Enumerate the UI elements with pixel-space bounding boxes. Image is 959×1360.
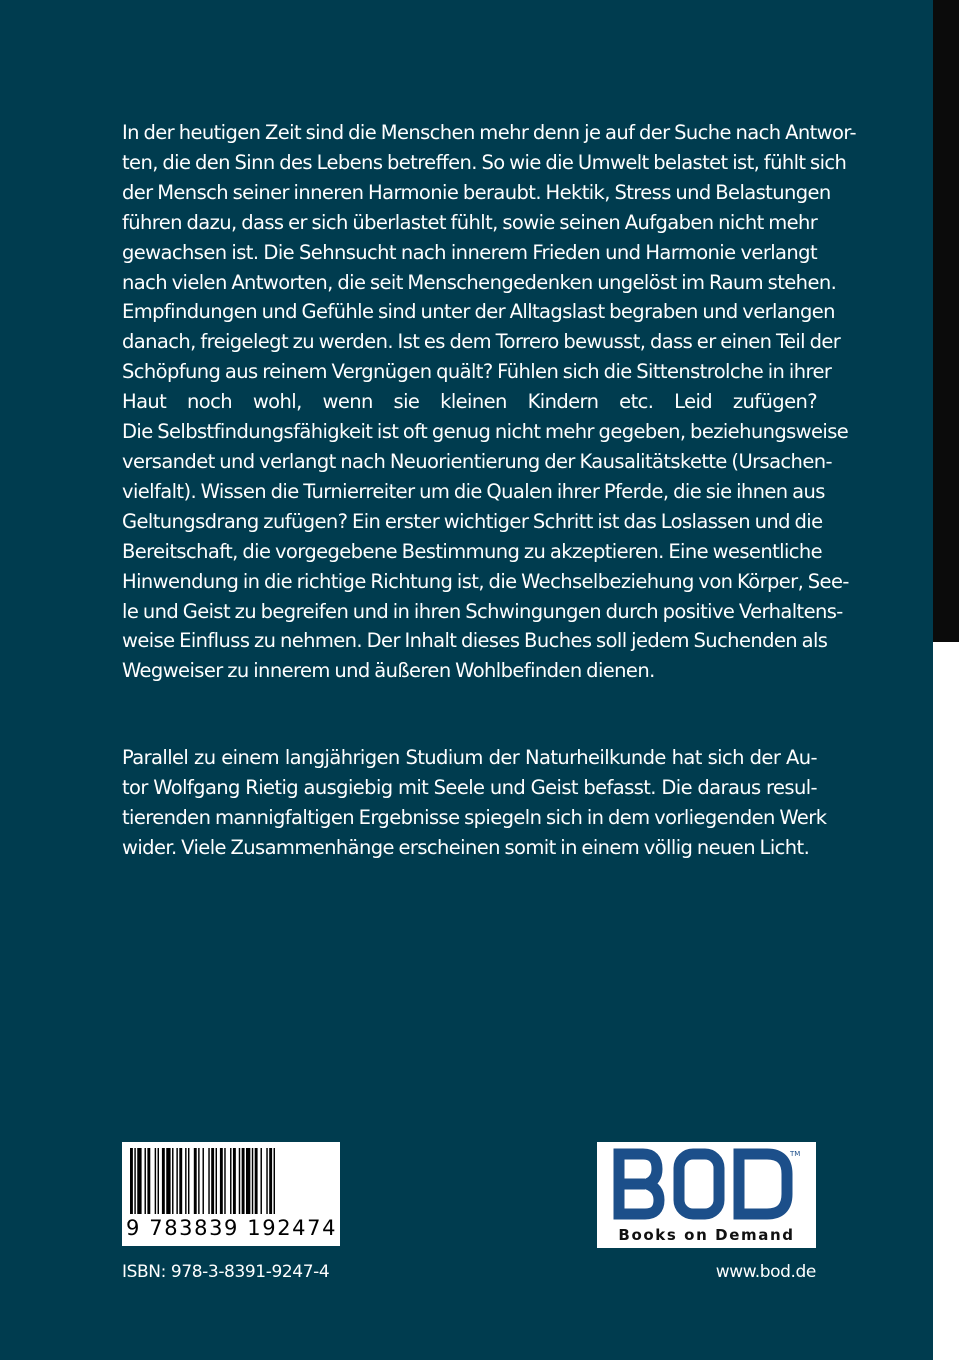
- barcode-bars: [128, 1148, 334, 1214]
- barcode-bar: [155, 1148, 156, 1214]
- author-description: [122, 743, 827, 863]
- text-line: In der heutigen Zeit sind die Menschen mehr denn je auf der Suche nach Antwor-: [122, 121, 856, 144]
- publisher-website: www.bod.de: [715, 1262, 816, 1282]
- book-description: [122, 118, 856, 686]
- barcode-bar: [134, 1148, 135, 1214]
- barcode-digits: 9 783839 192474: [126, 1216, 338, 1240]
- barcode-bar: [239, 1148, 240, 1214]
- barcode-bar: [233, 1148, 236, 1214]
- barcode-bar: [203, 1148, 204, 1214]
- text-line: Bereitschaft, die vorgegebene Bestimmung zu akzeptieren. Eine wesentliche: [122, 539, 823, 563]
- spine-strip: [933, 0, 959, 642]
- barcode-bar: [224, 1148, 225, 1214]
- text-line: führen dazu, dass er sich überlastet fühlt, sowie seinen Aufgaben nicht mehr: [122, 210, 818, 234]
- text-line: versandet und verlangt nach Neuorientierung der Kausalitätskette (Ursachen-: [122, 449, 832, 473]
- text-line: vielfalt). Wissen die Turnierreiter um die Qualen ihrer Pferde, die sie ihnen aus: [122, 479, 825, 503]
- text-line: le und Geist zu begreifen und in ihren Schwingungen durch positive Verhaltens-: [122, 599, 843, 623]
- trademark-symbol: TM: [790, 1150, 801, 1158]
- text-line: Die Selbstfindungsfähigkeit ist oft genug nicht mehr gegeben, beziehungsweise: [122, 420, 849, 444]
- isbn-number: ISBN: 978-3-8391-9247-4: [122, 1262, 330, 1282]
- barcode-bar: [198, 1148, 199, 1214]
- text-line: Parallel zu einem langjährigen Studium der Naturheilkunde hat sich der Au-: [122, 746, 817, 769]
- barcode: [122, 1142, 340, 1246]
- text-line: Schöpfung aus reinem Vergnügen quält? Fühlen sich die Sittenstrolche in ihrer: [122, 360, 832, 384]
- barcode-bar: [188, 1148, 189, 1214]
- text-line: gewachsen ist. Die Sehnsucht nach innerem Frieden und Harmonie verlangt: [122, 240, 817, 264]
- text-line: Empfindungen und Gefühle sind unter der Alltagslast begraben und verlangen: [122, 300, 835, 324]
- barcode-bar: [252, 1148, 253, 1214]
- text-line: ten, die den Sinn des Lebens betreffen. So wie die Umwelt belastet ist, fühlt sich: [122, 150, 847, 174]
- barcode-bar: [211, 1148, 214, 1214]
- barcode-bar: [269, 1148, 272, 1214]
- text-line: danach, freigelegt zu werden. Ist es dem Torrero bewusst, dass er einen Teil der: [122, 330, 841, 354]
- text-line: nach vielen Antworten, die seit Menschengedenken ungelöst im Raum stehen.: [122, 270, 837, 294]
- barcode-bar: [208, 1148, 209, 1214]
- text-line: Geltungsdrang zufügen? Ein erster wichtiger Schritt ist das Loslassen und die: [122, 509, 823, 533]
- barcode-bar: [266, 1148, 267, 1214]
- text-line: Haut noch wohl, wenn sie kleinen Kindern etc. Leid zufügen?: [122, 390, 817, 414]
- barcode-bar: [185, 1148, 186, 1214]
- publisher-tagline: Books on Demand: [618, 1226, 795, 1244]
- barcode-bar: [145, 1148, 146, 1214]
- barcode-bar: [255, 1148, 258, 1214]
- text-line: weise Einfluss zu nehmen. Der Inhalt dieses Buches soll jedem Suchenden als: [122, 629, 828, 653]
- text-line: tierenden mannigfaltigen Ergebnisse spiegeln sich in dem vorliegenden Werk: [122, 805, 827, 829]
- publisher-logo: [597, 1142, 816, 1248]
- barcode-bar: [261, 1148, 262, 1214]
- text-line: Wegweiser zu innerem und äußeren Wohlbefinden dienen.: [122, 659, 655, 683]
- text-line: der Mensch seiner inneren Harmonie beraubt. Hektik, Stress und Belastungen: [122, 180, 831, 204]
- barcode-bar: [147, 1148, 150, 1214]
- barcode-bar: [158, 1148, 159, 1214]
- barcode-bar: [176, 1148, 177, 1214]
- text-line: Hinwendung in die richtige Richtung ist, die Wechselbeziehung von Körper, See-: [122, 569, 849, 593]
- barcode-bar: [172, 1148, 173, 1214]
- barcode-bar: [246, 1148, 250, 1214]
- barcode-bar: [162, 1148, 165, 1214]
- barcode-bar: [166, 1148, 170, 1214]
- text-line: tor Wolfgang Rietig ausgiebig mit Seele und Geist befasst. Die daraus resul-: [122, 775, 817, 799]
- barcode-bar: [274, 1148, 275, 1214]
- barcode-bar: [216, 1148, 217, 1214]
- barcode-bar: [242, 1148, 245, 1214]
- text-line: wider. Viele Zusammenhänge erscheinen somit in einem völlig neuen Licht.: [122, 835, 810, 859]
- barcode-bar: [194, 1148, 197, 1214]
- barcode-bar: [130, 1148, 133, 1214]
- barcode-bar: [230, 1148, 231, 1214]
- barcode-bar: [179, 1148, 182, 1214]
- barcode-bar: [220, 1148, 223, 1214]
- barcode-bar: [137, 1148, 141, 1214]
